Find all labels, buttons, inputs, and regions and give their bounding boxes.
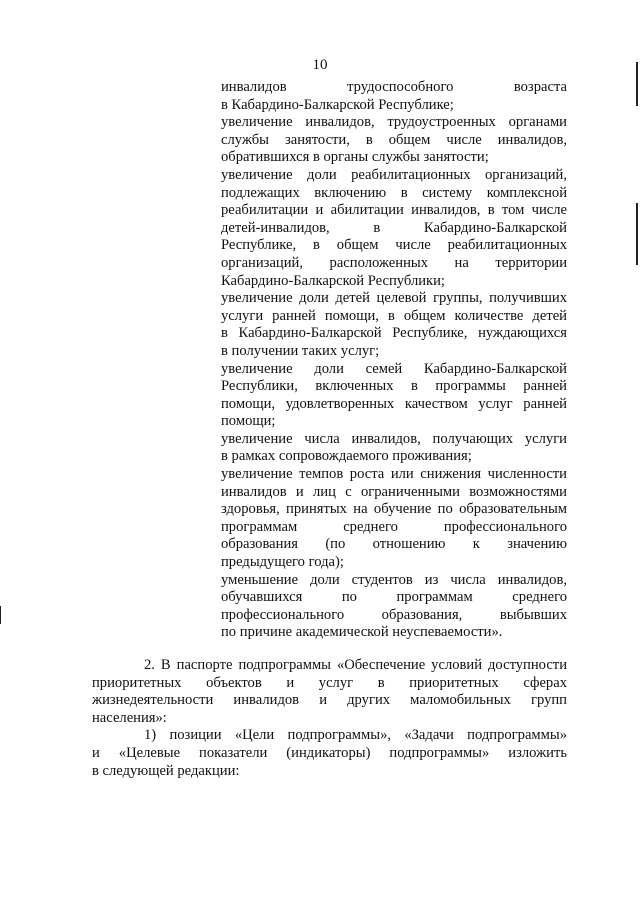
text-line: в рамках сопровождаемого проживания; [221,448,472,465]
text-line: Кабардино-Балкарской Республики; [221,272,445,289]
text-line: 2. В паспорте подпрограммы «Обеспечение условий доступности [144,657,567,673]
text-line: увеличение темпов роста или снижения численности [221,466,567,483]
text-line: инвалидов трудоспособного возраста [221,79,567,95]
paragraph-3 [92,727,567,780]
text-line: предыдущего года); [221,554,344,571]
text-line: уменьшение доли студентов из числа инвалидов, [221,571,567,588]
text-line: образования (по отношению к значению [221,536,567,553]
text-line: увеличение доли реабилитационных организаций, [221,166,567,183]
text-line: помощи; [221,413,276,430]
text-line: увеличение числа инвалидов, получающих услуги [221,430,567,447]
text-line: жизнедеятельности инвалидов и других маломобильных групп [92,692,567,709]
text-line: увеличение доли семей Кабардино-Балкарской [221,360,567,377]
text-line: увеличение инвалидов, трудоустроенных органами [221,114,567,131]
text-line: обратившихся в органы службы занятости; [221,149,489,166]
text-line: в Кабардино-Балкарской Республике, нуждающихся [221,325,567,342]
text-line: профессионального образования, выбывших [221,606,567,623]
text-line: организаций, расположенных на территории [221,254,567,271]
text-line: в получении таких услуг; [221,342,380,359]
text-line: программам среднего профессионального [221,518,567,535]
margin-mark-top [636,62,638,106]
text-line: в следующей редакции: [92,762,240,779]
text-line: Республики, включенных в программы ранней [221,378,567,395]
text-line: детей-инвалидов, в Кабардино-Балкарской [221,219,567,236]
text-line: помощи, удовлетворенных качеством услуг ранней [221,395,567,412]
margin-mark-middle [636,203,638,265]
text-line: обучавшихся по программам среднего [221,589,567,606]
text-line: в Кабардино-Балкарской Республике; [221,96,454,113]
text-line: Республике, в общем числе реабилитационных [221,237,567,254]
paragraph-2 [92,657,567,727]
text-line: здоровья, принятых на обучение по образовательным [221,501,567,518]
main-text-block [92,657,567,780]
text-line: подлежащих включению в систему комплексной [221,184,567,201]
margin-mark-left [0,606,1,624]
indented-list-block [221,79,567,642]
text-line: увеличение доли детей целевой группы, получивших [221,290,567,307]
text-line: реабилитации и абилитации инвалидов, в том числе [221,202,567,219]
text-line: и «Целевые показатели (индикаторы) подпрограммы» изложить [92,744,567,761]
text-line: приоритетных объектов и услуг в приоритетных сферах [92,674,567,691]
text-line: инвалидов и лиц с ограниченными возможностями [221,483,567,500]
text-line: по причине академической неуспеваемости». [221,624,503,641]
text-line: услуги ранней помощи, в общем количестве детей [221,307,567,324]
text-line: населения»: [92,709,167,726]
text-line: 1) позиции «Цели подпрограммы», «Задачи подпрограммы» [144,727,567,744]
page-number: 10 [312,57,328,73]
text-line: службы занятости, в общем числе инвалидов, [221,131,567,148]
